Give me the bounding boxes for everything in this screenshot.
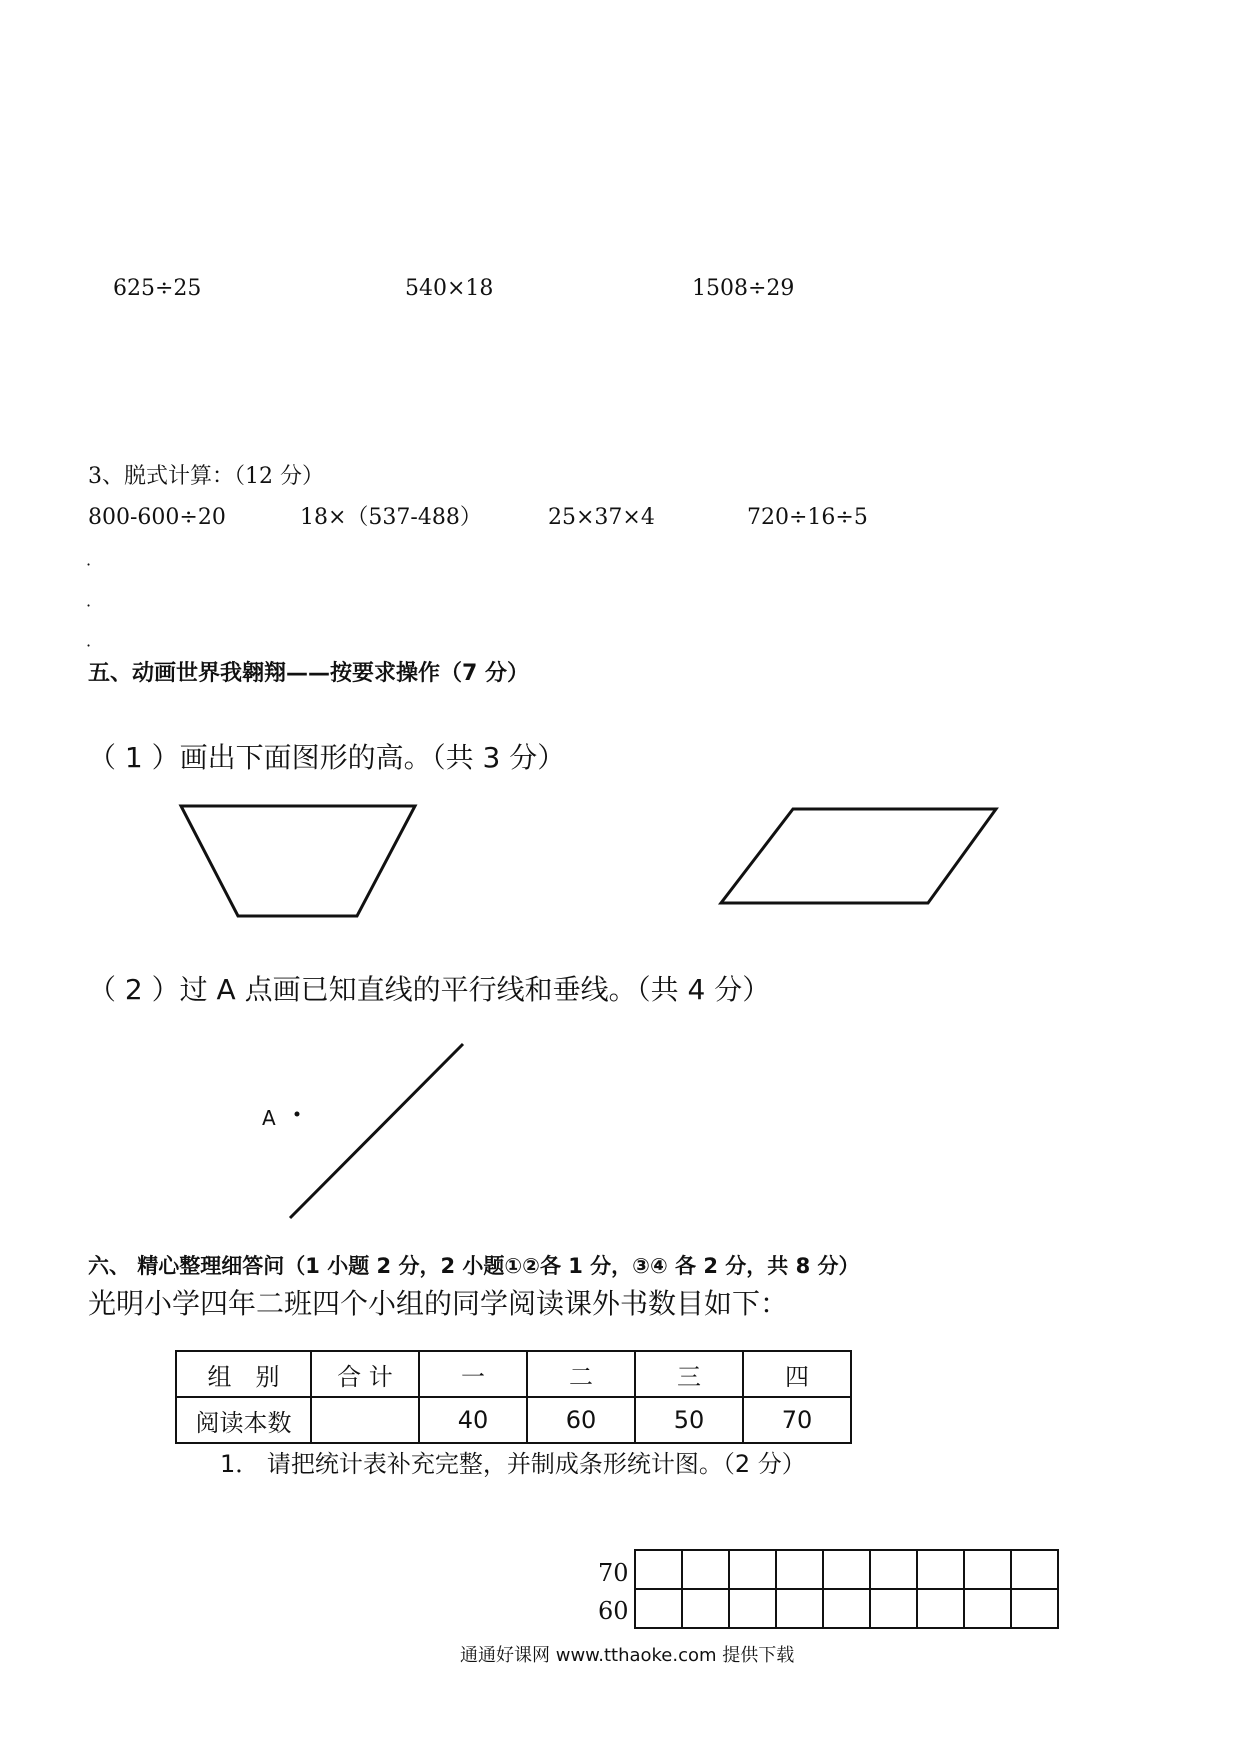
section3-item-1: 800-600÷20 (88, 505, 226, 530)
table-header-cell: 组 别 (176, 1351, 311, 1397)
stray-dot: · (86, 636, 92, 655)
grid-cell[interactable] (729, 1589, 776, 1628)
grid-cell[interactable] (870, 1550, 917, 1589)
grid-row (635, 1589, 1058, 1628)
table-cell: 70 (743, 1397, 851, 1443)
calc-item-1: 625÷25 (113, 276, 202, 301)
section5-question-2: （ 2 ）过 A 点画已知直线的平行线和垂线。（共 4 分） (88, 973, 771, 1006)
grid-cell[interactable] (823, 1550, 870, 1589)
table-cell: 40 (419, 1397, 527, 1443)
section3-title: 3、脱式计算：（12 分） (88, 464, 324, 489)
grid-cell[interactable] (964, 1550, 1011, 1589)
reading-stats-table (175, 1350, 852, 1444)
table-cell: 阅读本数 (176, 1397, 311, 1443)
grid-row (635, 1550, 1058, 1589)
point-a-dot (295, 1112, 300, 1117)
footer-source: 通通好课网 www.tthaoke.com 提供下载 (460, 1645, 795, 1666)
section5-title: 五、动画世界我翱翔——按要求操作（7 分） (88, 661, 529, 686)
calc-item-2: 540×18 (405, 276, 494, 301)
calc-item-3: 1508÷29 (692, 276, 795, 301)
chart-grid (634, 1549, 1059, 1629)
grid-cell[interactable] (917, 1550, 964, 1589)
section3-item-4: 720÷16÷5 (747, 505, 868, 530)
section6-title: 六、 精心整理细答问（1 小题 2 分，2 小题①②各 1 分，③④ 各 2 分，共 8 分） (88, 1254, 860, 1278)
chart-y-label: 60 (598, 1597, 629, 1625)
table-row (176, 1351, 851, 1397)
table-header-cell: 二 (527, 1351, 635, 1397)
table-header-cell: 四 (743, 1351, 851, 1397)
chart-y-label: 70 (598, 1559, 629, 1587)
grid-cell[interactable] (729, 1550, 776, 1589)
grid-cell[interactable] (1011, 1589, 1058, 1628)
table-row (176, 1397, 851, 1443)
grid-cell[interactable] (823, 1589, 870, 1628)
table-header-cell: 合 计 (311, 1351, 419, 1397)
section3-item-3: 25×37×4 (548, 505, 655, 530)
grid-cell[interactable] (776, 1589, 823, 1628)
table-cell: 60 (527, 1397, 635, 1443)
grid-cell[interactable] (682, 1589, 729, 1628)
grid-cell[interactable] (635, 1589, 682, 1628)
section3-item-2: 18×（537-488） (300, 505, 482, 530)
section6-task-1: 1． 请把统计表补充完整，并制成条形统计图。（2 分） (220, 1450, 806, 1478)
grid-cell[interactable] (635, 1550, 682, 1589)
stray-dot: · (86, 555, 92, 574)
trapezoid-shape (181, 806, 415, 916)
section6-intro: 光明小学四年二班四个小组的同学阅读课外书数目如下： (88, 1287, 789, 1320)
table-cell: 50 (635, 1397, 743, 1443)
point-a-label: A (262, 1106, 276, 1130)
table-cell-total-blank[interactable] (311, 1397, 419, 1443)
table-header-cell: 一 (419, 1351, 527, 1397)
grid-cell[interactable] (870, 1589, 917, 1628)
grid-cell[interactable] (964, 1589, 1011, 1628)
stray-dot: · (86, 596, 92, 615)
given-line (290, 1044, 463, 1218)
grid-cell[interactable] (1011, 1550, 1058, 1589)
section5-question-1: （ 1 ）画出下面图形的高。（共 3 分） (88, 741, 566, 774)
grid-cell[interactable] (682, 1550, 729, 1589)
table-header-cell: 三 (635, 1351, 743, 1397)
grid-cell[interactable] (776, 1550, 823, 1589)
parallelogram-shape (721, 809, 996, 903)
grid-cell[interactable] (917, 1589, 964, 1628)
